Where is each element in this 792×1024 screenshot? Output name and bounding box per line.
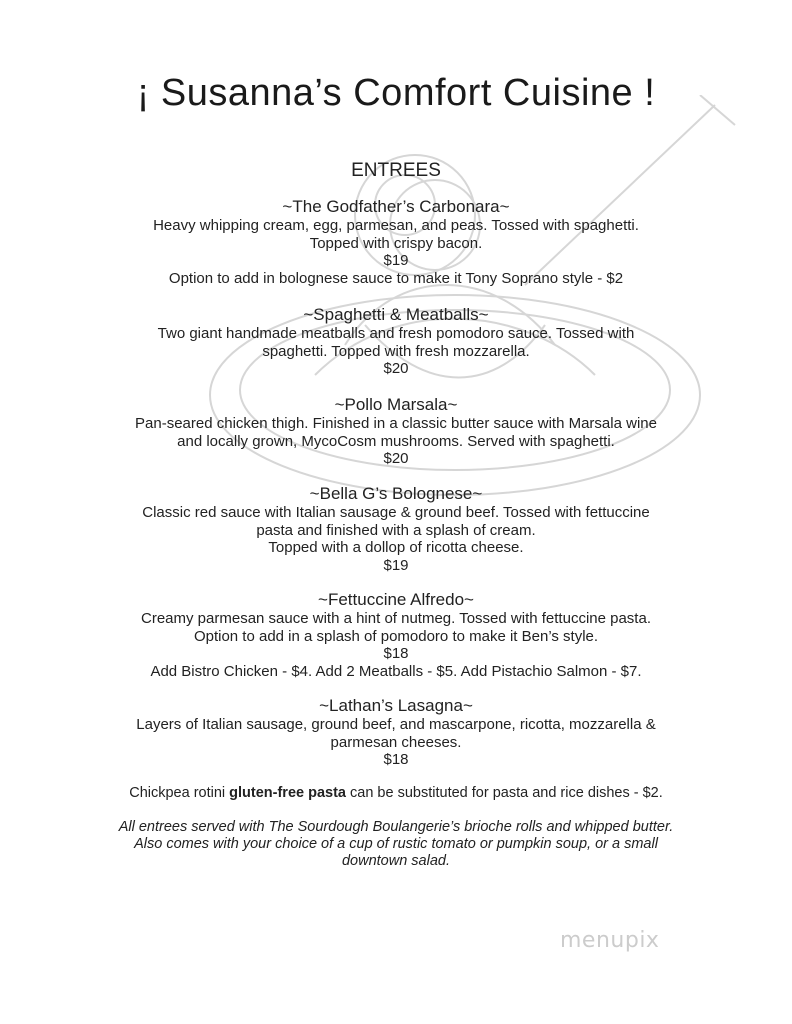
gluten-note-post: can be substituted for pasta and rice dishes - $2. xyxy=(346,785,663,801)
menu-item xyxy=(0,395,792,468)
item-description: Topped with crispy bacon. xyxy=(309,234,483,252)
item-price: $18 xyxy=(383,645,409,662)
item-name: ~Spaghetti & Meatballs~ xyxy=(303,305,489,324)
footer-line: Also comes with your choice of a cup of rustic tomato or pumpkin soup, or a small xyxy=(134,836,658,852)
item-option: Option to add in bolognese sauce to make it Tony Soprano style - $2 xyxy=(168,269,624,287)
item-description: and locally grown, MycoCosm mushrooms. Served with spaghetti. xyxy=(177,432,615,450)
menu-item xyxy=(0,197,792,287)
item-name: ~Fettuccine Alfredo~ xyxy=(318,590,474,609)
item-addons: Add Bistro Chicken - $4. Add 2 Meatballs - $5. Add Pistachio Salmon - $7. xyxy=(150,662,642,680)
restaurant-title: ¡ Susanna’s Comfort Cuisine ! xyxy=(136,72,656,114)
item-name: ~Pollo Marsala~ xyxy=(334,395,458,414)
gluten-note-bold: gluten-free pasta xyxy=(229,785,346,801)
gluten-free-note xyxy=(0,785,792,802)
entree-footer-note xyxy=(0,819,792,870)
item-description: Classic red sauce with Italian sausage & ground beef. Tossed with fettuccine xyxy=(142,504,650,521)
menupix-watermark: menupix xyxy=(560,928,660,953)
item-description: Heavy whipping cream, egg, parmesan, and peas. Tossed with spaghetti. xyxy=(153,217,639,234)
item-name: ~Bella G’s Bolognese~ xyxy=(309,484,483,503)
item-name: ~The Godfather’s Carbonara~ xyxy=(282,197,510,216)
item-price: $20 xyxy=(383,450,409,467)
item-description: Two giant handmade meatballs and fresh pomodoro sauce. Tossed with xyxy=(157,325,635,342)
menu-item xyxy=(0,590,792,680)
item-description: Pan-seared chicken thigh. Finished in a classic butter sauce with Marsala wine xyxy=(135,415,657,432)
footer-line: All entrees served with The Sourdough Boulangerie’s brioche rolls and whipped butter. xyxy=(118,819,674,835)
item-price: $20 xyxy=(383,360,409,377)
section-heading: ENTREES xyxy=(351,160,441,181)
menu-item xyxy=(0,305,792,378)
menu-item xyxy=(0,696,792,769)
item-description: spaghetti. Topped with fresh mozzarella. xyxy=(262,342,530,360)
footer-line: downtown salad. xyxy=(341,853,450,869)
gluten-note-pre: Chickpea rotini xyxy=(129,785,230,801)
item-description: pasta and finished with a splash of cream. xyxy=(256,521,536,539)
menu-item xyxy=(0,484,792,574)
item-price: $18 xyxy=(383,751,409,768)
item-description: Topped with a dollop of ricotta cheese. xyxy=(268,539,524,556)
item-name: ~Lathan’s Lasagna~ xyxy=(319,696,473,715)
item-price: $19 xyxy=(383,252,409,269)
item-description: Layers of Italian sausage, ground beef, and mascarpone, ricotta, mozzarella & xyxy=(136,716,656,733)
item-description: Creamy parmesan sauce with a hint of nutmeg. Tossed with fettuccine pasta. xyxy=(141,610,651,627)
item-price: $19 xyxy=(383,556,409,574)
item-description: Option to add in a splash of pomodoro to make it Ben’s style. xyxy=(193,627,599,645)
item-description: parmesan cheeses. xyxy=(330,733,462,751)
